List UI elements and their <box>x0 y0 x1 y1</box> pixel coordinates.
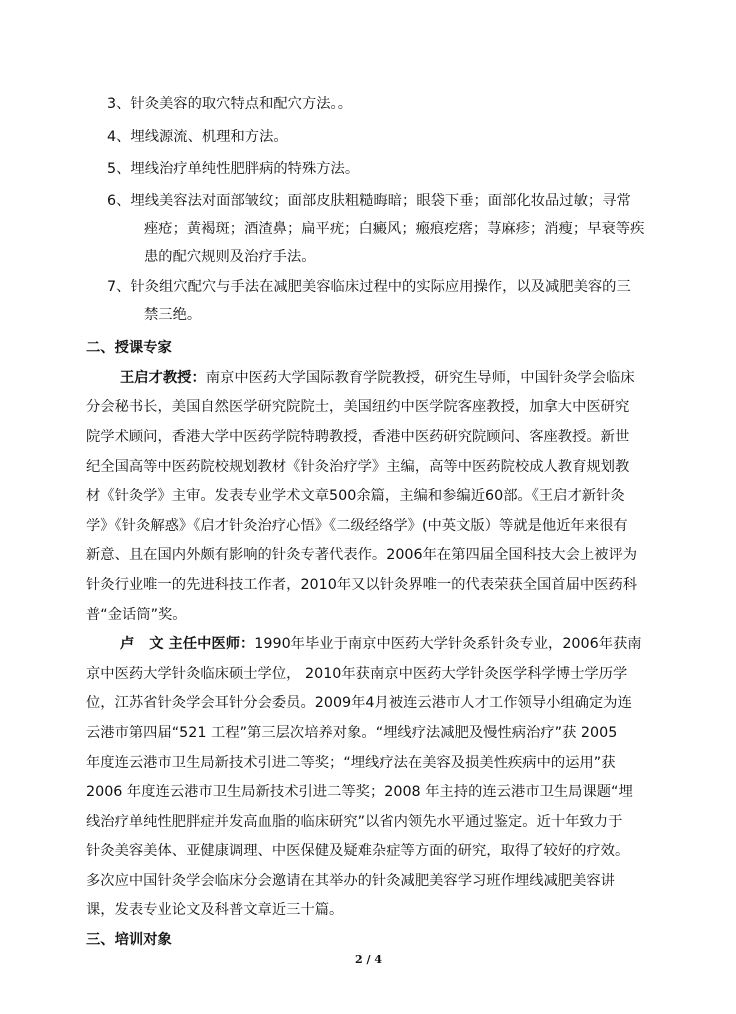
expert-bio-line: 云港市第四届“521 工程”第三层次培养对象。“埋线疗法减肥及慢性病治疗”获 2005 <box>86 725 618 741</box>
expert-bio-line: 针灸美容美体、亚健康调理、中医保健及疑难杂症等方面的研究，取得了较好的疗效。 <box>86 843 630 859</box>
list-item: 6、埋线美容法对面部皱纹；面部皮肤粗糙晦暗；眼袋下垂；面部化妆品过敏；寻常 <box>107 193 631 209</box>
list-item: 4、埋线源流、机理和方法。 <box>107 129 288 145</box>
expert-name: 卢 文 主任中医师： <box>120 636 255 652</box>
expert-bio-line: 院学术顾问，香港大学中医药学院特聘教授，香港中医药研究院顾问、客座教授。新世 <box>86 429 630 445</box>
list-item: 7、针灸组穴配穴与手法在减肥美容临床过程中的实际应用操作，以及减肥美容的三 <box>107 279 631 295</box>
expert-paragraph-first-line <box>120 367 635 387</box>
expert-paragraph-first-line <box>120 633 642 653</box>
expert-name: 王启才教授： <box>120 370 206 386</box>
list-item: 5、埋线治疗单纯性肥胖病的特殊方法。 <box>107 161 360 177</box>
expert-bio-line: 材《针灸学》主审。发表专业学术文章500余篇，主编和参编近60部。《王启才新针灸 <box>86 488 625 504</box>
expert-bio-line: 1990年毕业于南京中医药大学针灸系针灸专业，2006年获南 <box>254 636 642 652</box>
expert-bio-line: 纪全国高等中医药院校规划教材《针灸治疗学》主编，高等中医药院校成人教育规划教 <box>86 459 630 475</box>
expert-bio-line: 南京中医药大学国际教育学院教授，研究生导师，中国针灸学会临床 <box>205 370 635 386</box>
expert-bio-line: 2006 年度连云港市卫生局新技术引进二等奖；2008 年主持的连云港市卫生局课题“埋 <box>86 784 633 800</box>
expert-bio-line: 年度连云港市卫生局新技术引进二等奖；“埋线疗法在美容及损美性疾病中的运用”获 <box>86 755 616 771</box>
list-item-continuation: 患的配穴规则及治疗手法。 <box>144 249 316 265</box>
expert-bio-line: 线治疗单纯性肥胖症并发高血脂的临床研究”以省内领先水平通过鉴定。近十年致力于 <box>86 814 623 830</box>
expert-bio-line: 学》《针灸解惑》《启才针灸治疗心悟》《二级经络学》(中英文版）等就是他近年来很有 <box>86 518 628 534</box>
section-heading: 二、授课专家 <box>86 340 172 356</box>
expert-bio-line: 课，发表专业论文及科普文章近三十篇。 <box>86 902 344 918</box>
expert-bio-line: 针灸行业唯一的先进科技工作者，2010年又以针灸界唯一的代表荣获全国首届中医药科 <box>86 577 638 593</box>
expert-bio-line: 多次应中国针灸学会临床分会邀请在其举办的针灸减肥美容学习班作埋线减肥美容讲 <box>86 873 615 889</box>
page-number: 2 / 4 <box>355 953 382 966</box>
list-item-continuation: 禁三绝。 <box>144 307 202 323</box>
section-heading: 三、培训对象 <box>86 932 172 948</box>
list-item-continuation: 痤疮；黄褐斑；酒渣鼻；扁平疣；白癜风；瘢痕疙瘩；荨麻疹；消瘦；早衰等疾 <box>144 221 645 237</box>
expert-bio-line: 普“金话筒”奖。 <box>86 607 187 623</box>
list-item: 3、针灸美容的取穴特点和配穴方法。。 <box>107 96 352 112</box>
expert-bio-line: 京中医药大学针灸临床硕士学位， 2010年获南京中医药大学针灸医学科学博士学历学 <box>86 666 628 682</box>
expert-bio-line: 新意、且在国内外颇有影响的针灸专著代表作。2006年在第四届全国科技大会上被评为 <box>86 547 638 563</box>
expert-bio-line: 分会秘书长，美国自然医学研究院院士，美国纽约中医学院客座教授，加拿大中医研究 <box>86 399 630 415</box>
expert-bio-line: 位，江苏省针灸学会耳针分会委员。2009年4月被连云港市人才工作领导小组确定为连 <box>86 695 632 711</box>
